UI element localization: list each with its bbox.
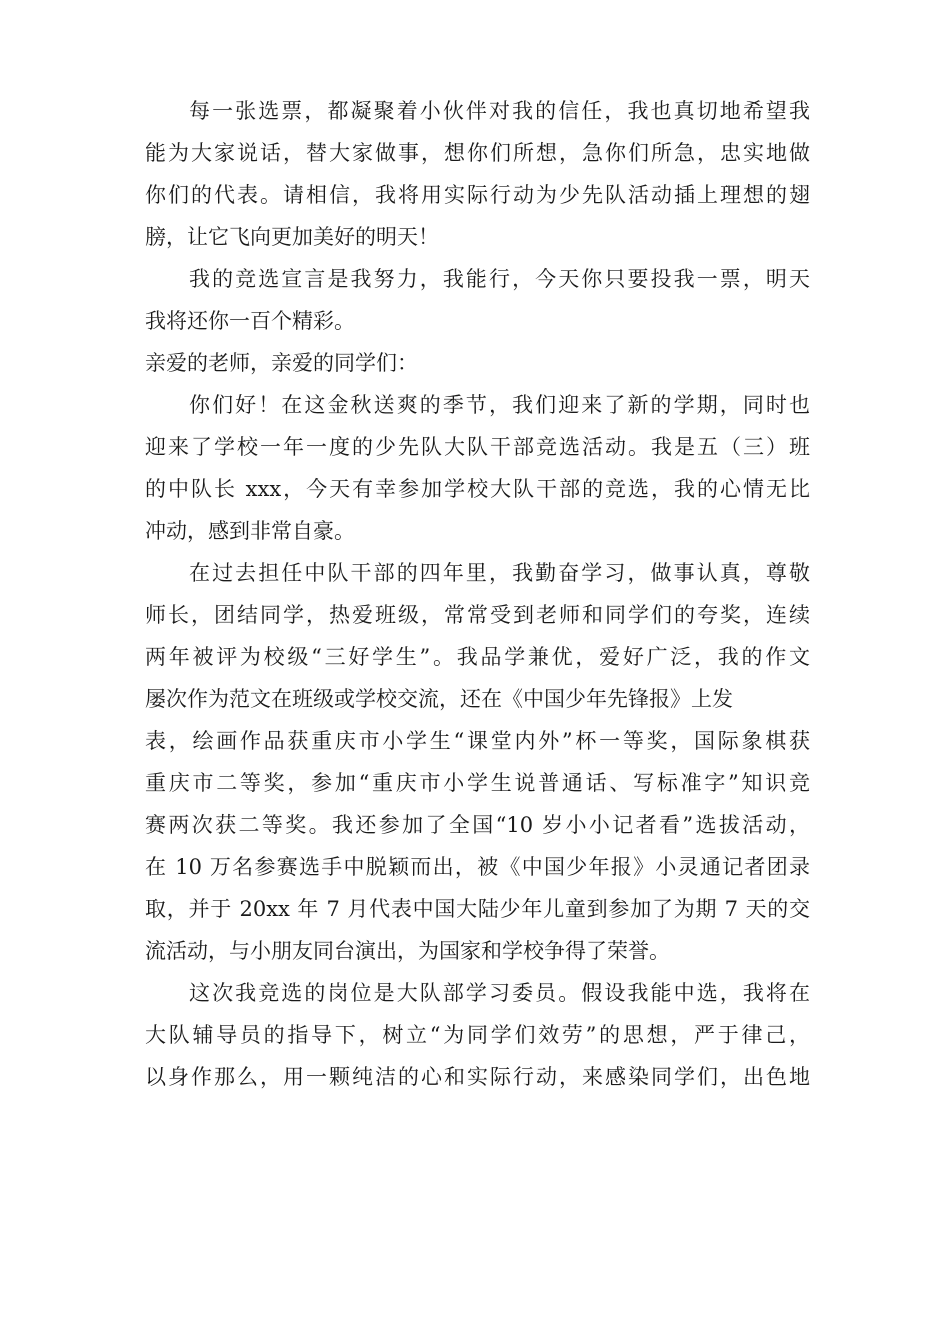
paragraph-line: 以身作那么，用一颗纯洁的心和实际行动，来感染同学们，出色地 bbox=[145, 1065, 810, 1089]
paragraph-line: 冲动，感到非常自豪。 bbox=[145, 519, 355, 543]
document-body bbox=[145, 90, 810, 1098]
paragraph-line: 的中队长 xxx，今天有幸参加学校大队干部的竞选，我的心情无比 bbox=[145, 477, 810, 501]
paragraph-line: 流活动，与小朋友同台演出，为国家和学校争得了荣誉。 bbox=[145, 939, 670, 963]
paragraph-line: 在 10 万名参赛选手中脱颖而出，被《中国少年报》小灵通记者团录 bbox=[145, 855, 810, 879]
paragraph-line: 能为大家说话，替大家做事，想你们所想，急你们所急，忠实地做 bbox=[145, 141, 810, 165]
paragraph-line: 表，绘画作品获重庆市小学生“课堂内外”杯一等奖，国际象棋获 bbox=[145, 729, 810, 753]
paragraph-line: 这次我竞选的岗位是大队部学习委员。假设我能中选，我将在 bbox=[189, 981, 810, 1005]
paragraph-line: 取，并于 20xx 年 7 月代表中国大陆少年儿童到参加了为期 7 天的交 bbox=[145, 897, 810, 921]
paragraph-line: 两年被评为校级“三好学生”。我品学兼优，爱好广泛，我的作文 bbox=[145, 645, 810, 669]
paragraph-line: 我将还你一百个精彩。 bbox=[145, 309, 355, 333]
paragraph-line: 重庆市二等奖，参加“重庆市小学生说普通话、写标准字”知识竞 bbox=[145, 771, 810, 795]
paragraph-line: 在过去担任中队干部的四年里，我勤奋学习，做事认真，尊敬 bbox=[189, 561, 810, 585]
paragraph-line: 赛两次获二等奖。我还参加了全国“10 岁小小记者看”选拔活动， bbox=[145, 813, 810, 837]
paragraph-line: 师长，团结同学，热爱班级，常常受到老师和同学们的夸奖，连续 bbox=[145, 603, 810, 627]
paragraph-line: 你们的代表。请相信，我将用实际行动为少先队活动插上理想的翅 bbox=[145, 183, 810, 207]
paragraph-line: 每一张选票，都凝聚着小伙伴对我的信任，我也真切地希望我 bbox=[189, 99, 810, 123]
paragraph-line: 你们好！在这金秋送爽的季节，我们迎来了新的学期，同时也 bbox=[189, 393, 810, 417]
paragraph-line: 膀，让它飞向更加美好的明天！ bbox=[145, 225, 439, 249]
paragraph-line: 迎来了学校一年一度的少先队大队干部竞选活动。我是五（三）班 bbox=[145, 435, 810, 459]
paragraph-line: 大队辅导员的指导下，树立“为同学们效劳”的思想，严于律己， bbox=[145, 1023, 810, 1047]
paragraph-line: 我的竞选宣言是我努力，我能行，今天你只要投我一票，明天 bbox=[189, 267, 810, 291]
paragraph-line: 屡次作为范文在班级或学校交流，还在《中国少年先锋报》上发 bbox=[145, 687, 733, 711]
salutation-line: 亲爱的老师，亲爱的同学们： bbox=[145, 351, 418, 375]
